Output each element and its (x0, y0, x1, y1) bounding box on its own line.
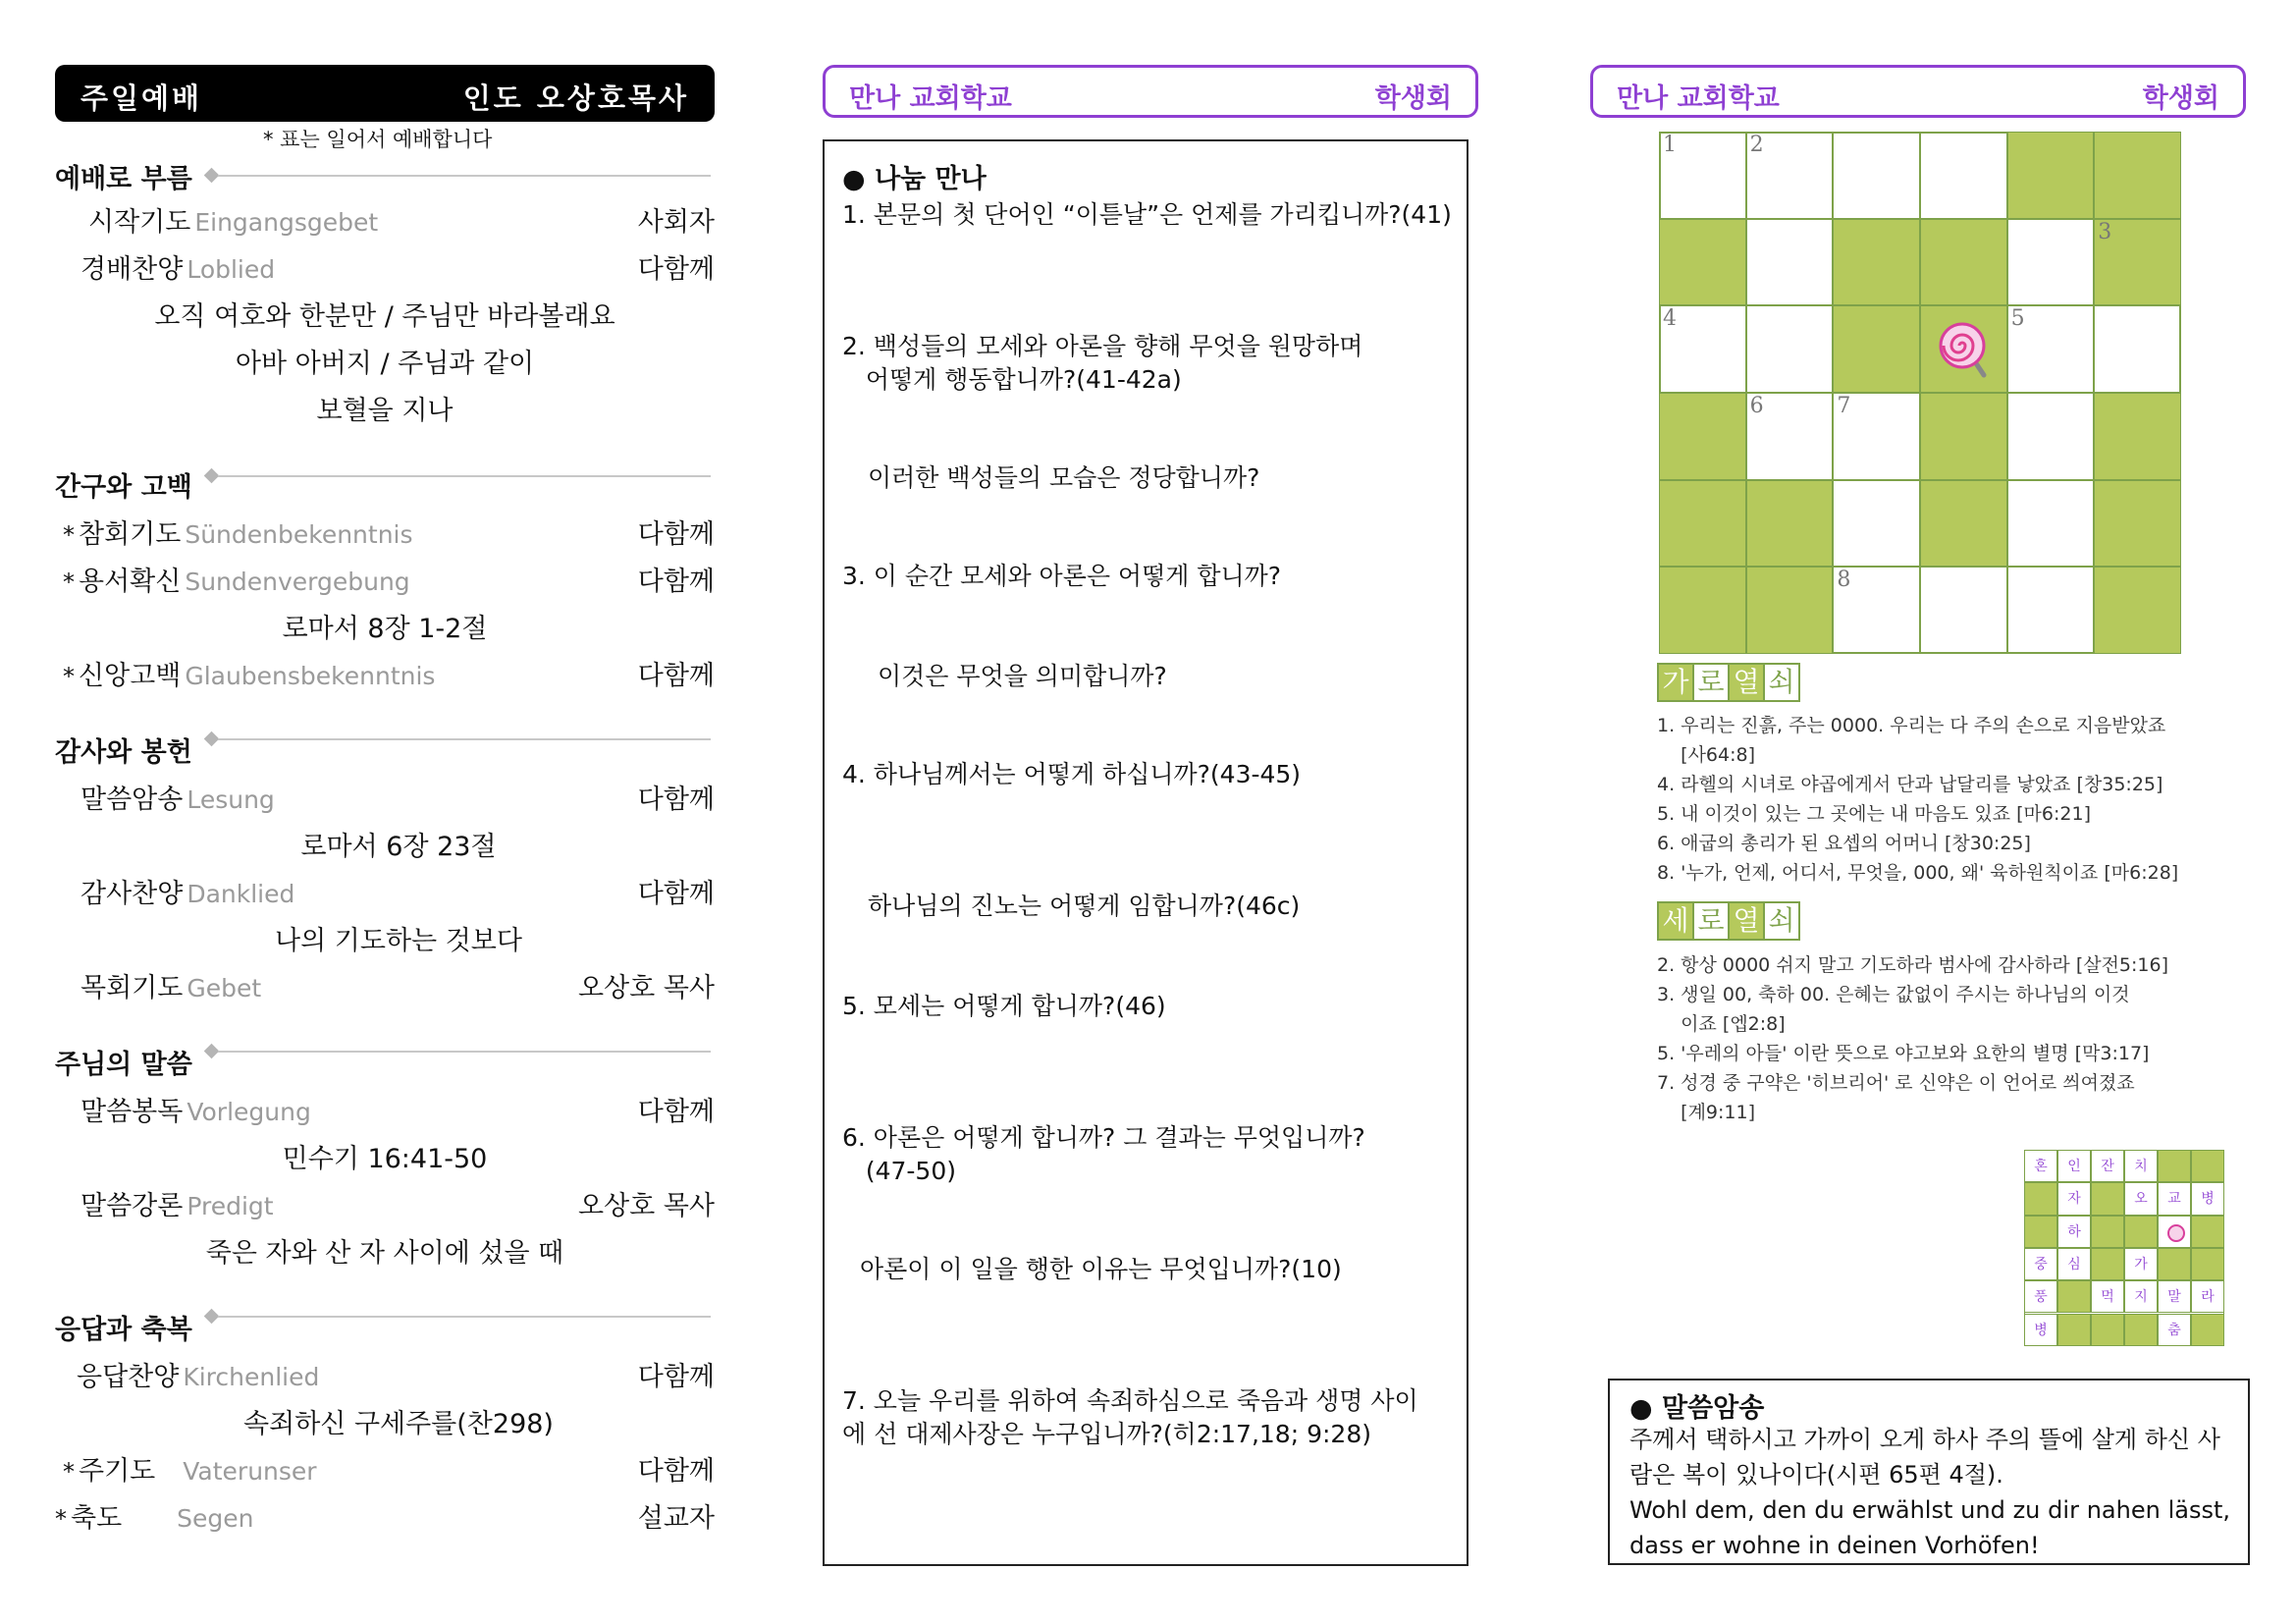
answer-cell: 라 (2191, 1280, 2224, 1313)
answer-cell (2024, 1216, 2057, 1248)
order-leader: 오상호 목사 (578, 1191, 715, 1221)
verse-title: ● 말씀암송 (1629, 1393, 1765, 1424)
worship-header (55, 65, 715, 122)
section-divider (218, 738, 711, 740)
crossword-cell (1659, 132, 1746, 219)
lollipop-icon (1935, 318, 1994, 381)
section-divider (218, 1051, 711, 1053)
order-item: * 축도 Segen (55, 1503, 254, 1534)
question: 하나님의 진노는 어떻게 임합니까?(46c) (868, 892, 1301, 920)
verse-korean: 주께서 택하시고 가까이 오게 하사 주의 뜰에 살게 하신 사람은 복이 있나이다(시편 65편 4절). (1629, 1426, 2220, 1489)
crossword-cell (2007, 567, 2095, 654)
answer-cell (2091, 1216, 2124, 1248)
school-header (823, 65, 1478, 118)
clue: 4. 라헬의 시녀로 야곱에게서 단과 납달리를 낳았죠 [창35:25] (1657, 774, 2163, 795)
answer-cell: 가 (2124, 1248, 2158, 1280)
sharing-title: ● 나눔 만나 (842, 164, 987, 194)
answer-cell: 자 (2057, 1182, 2091, 1215)
clue: 7. 성경 중 구약은 '히브리어' 로 신약은 이 언어로 씌여졌죠 (1657, 1072, 2135, 1094)
order-leader: 다함께 (637, 879, 715, 909)
answer-cell: 먹 (2091, 1280, 2124, 1313)
crossword-cell (1659, 393, 1746, 480)
question: 2. 백성들의 모세와 아론을 향해 무엇을 원망하며 (842, 332, 1363, 360)
order-item: * 참회기도 Sündenbekenntnis (63, 519, 413, 550)
answer-cell: 치 (2124, 1150, 2158, 1182)
crossword-cell (1833, 567, 1920, 654)
crossword-cell (1659, 219, 1746, 306)
answer-cell: 지 (2124, 1280, 2158, 1313)
answer-cell (2124, 1314, 2158, 1346)
question: 이러한 백성들의 모습은 정당합니까? (868, 463, 1260, 492)
question: 에 선 대제사장은 누구입니까?(히2:17,18; 9:28) (842, 1420, 1371, 1448)
song-line: 나의 기도하는 것보다 (275, 926, 522, 956)
question: 이것은 무엇을 의미합니까? (878, 662, 1167, 690)
clue-number: 5 (2010, 306, 2025, 332)
group-name: 학생회 (2142, 83, 2219, 114)
clue: 1. 우리는 진흙, 주는 0000. 우리는 다 주의 손으로 지음받았죠 (1657, 715, 2166, 736)
crossword-cell (1920, 219, 2007, 306)
order-leader: 다함께 (637, 519, 715, 550)
order-item: 목회기도 Gebet (80, 973, 262, 1003)
answer-cell: 중 (2024, 1248, 2057, 1280)
clue-number: 8 (1837, 568, 1851, 593)
answer-cell (2191, 1248, 2224, 1280)
crossword-cell (1833, 305, 1920, 393)
scripture-line: 로마서 8장 1-2절 (282, 614, 488, 644)
song-line: 보혈을 지나 (316, 396, 454, 426)
crossword-cell (1746, 305, 1834, 393)
section-divider (218, 475, 711, 477)
sermon-title: 죽은 자와 산 자 사이에 섰을 때 (205, 1238, 564, 1269)
lollipop-icon (2167, 1224, 2185, 1242)
answer-cell (2191, 1150, 2224, 1182)
crossword-cell (2007, 480, 2095, 568)
answer-cell: 혼 (2024, 1150, 2057, 1182)
crossword-cell (1659, 305, 1746, 393)
order-leader: 다함께 (637, 254, 715, 285)
answer-cell (2191, 1314, 2224, 1346)
order-leader: 다함께 (637, 661, 715, 691)
hymn-line: 속죄하신 구세주를(찬298) (243, 1409, 554, 1439)
crossword-cell (1833, 393, 1920, 480)
crossword-cell (1833, 480, 1920, 568)
section-title: 응답과 축복 (55, 1315, 192, 1345)
school-name: 만나 교회학교 (849, 83, 1012, 114)
answer-cell: 하 (2057, 1216, 2091, 1248)
crossword-cell (1920, 393, 2007, 480)
clue: 이죠 [엡2:8] (1657, 1013, 1786, 1035)
question: 아론이 이 일을 행한 이유는 무엇입니까?(10) (860, 1255, 1342, 1283)
question: 6. 아론은 어떻게 합니까? 그 결과는 무엇입니까? (842, 1123, 1365, 1152)
order-leader: 다함께 (637, 1456, 715, 1487)
crossword-grid (1659, 132, 2181, 654)
crossword-cell (1746, 567, 1834, 654)
order-item: 감사찬양 Danklied (80, 879, 295, 909)
question: 어떻게 행동합니까?(41-42a) (842, 365, 1182, 394)
order-item: * 용서확신 Sundenvergebung (63, 567, 410, 597)
section-diamond-icon (204, 731, 220, 747)
answer-cell (2057, 1280, 2091, 1313)
answer-cell (2191, 1216, 2224, 1248)
answer-cell: 오 (2124, 1182, 2158, 1215)
clue: 5. '우레의 아들' 이란 뜻으로 야고보와 요한의 별명 [막3:17] (1657, 1043, 2150, 1064)
order-item: * 신앙고백 Glaubensbekenntnis (63, 661, 436, 691)
question: (47-50) (842, 1157, 956, 1185)
answer-cell: 교 (2158, 1182, 2191, 1215)
section-title: 감사와 봉헌 (55, 737, 192, 768)
answer-cell: 병 (2024, 1314, 2057, 1346)
question: 4. 하나님께서는 어떻게 하십니까?(43-45) (842, 760, 1302, 788)
crossword-cell (1920, 480, 2007, 568)
crossword-cell (2094, 567, 2181, 654)
song-line: 오직 여호와 한분만 / 주님만 바라볼래요 (154, 301, 615, 332)
answer-cell (2158, 1150, 2191, 1182)
clue-number: 3 (2098, 219, 2112, 244)
crossword-cell (2094, 480, 2181, 568)
crossword-cell (1833, 132, 1920, 219)
clue-number: 4 (1663, 306, 1677, 332)
answer-cell (2091, 1248, 2124, 1280)
answer-cell: 풍 (2024, 1280, 2057, 1313)
order-leader: 설교자 (637, 1503, 715, 1534)
crossword-cell (2007, 219, 2095, 306)
worship-leader: 인도 오상호목사 (462, 81, 689, 115)
answer-key-grid (2024, 1150, 2224, 1346)
memory-verse-box (1608, 1379, 2250, 1565)
crossword-cell (1746, 132, 1834, 219)
clue: 2. 항상 0000 쉬지 말고 기도하라 범사에 감사하라 [살전5:16] (1657, 954, 2169, 976)
crossword-cell (1920, 132, 2007, 219)
crossword-cell (1920, 567, 2007, 654)
crossword-cell (1920, 305, 2007, 393)
school-header (1590, 65, 2246, 118)
crossword-cell (1746, 219, 1834, 306)
group-name: 학생회 (1374, 83, 1452, 114)
clue: 8. '누가, 언제, 어디서, 무엇을, 000, 왜' 육하원칙이죠 [마6:28] (1657, 862, 2179, 884)
order-item: 말씀봉독 Vorlegung (80, 1097, 311, 1127)
order-leader: 오상호 목사 (578, 973, 715, 1003)
section-title: 예배로 부름 (55, 164, 192, 194)
crossword-cell (1746, 480, 1834, 568)
section-diamond-icon (204, 1309, 220, 1325)
school-name: 만나 교회학교 (1617, 83, 1780, 114)
order-item: 경배찬양 Loblied (80, 254, 276, 285)
crossword-cell (2094, 219, 2181, 306)
scripture-line: 로마서 6장 23절 (300, 832, 497, 862)
section-title: 간구와 고백 (55, 472, 192, 503)
answer-cell (2057, 1314, 2091, 1346)
clue-number: 2 (1749, 133, 1764, 157)
order-item: 응답찬양 Kirchenlied (77, 1362, 320, 1392)
question: 1. 본문의 첫 단어인 “이튿날”은 언제를 가리킵니까?(41) (842, 200, 1452, 229)
order-item: 말씀암송 Lesung (80, 785, 275, 815)
clue: 6. 애굽의 총리가 된 요셉의 어머니 [창30:25] (1657, 833, 2031, 854)
section-divider (218, 175, 711, 177)
crossword-cell (1746, 393, 1834, 480)
order-item: 말씀강론 Predigt (80, 1191, 274, 1221)
clue: [계9:11] (1657, 1102, 1756, 1123)
crossword-cell (2094, 132, 2181, 219)
crossword-cell (2007, 305, 2095, 393)
order-leader: 다함께 (637, 1097, 715, 1127)
answer-cell: 심 (2057, 1248, 2091, 1280)
clue: 5. 내 이것이 있는 그 곳에는 내 마음도 있죠 [마6:21] (1657, 803, 2091, 825)
answer-cell (2158, 1248, 2191, 1280)
answer-cell: 인 (2057, 1150, 2091, 1182)
clue-number: 7 (1837, 393, 1851, 418)
crossword-cell (2094, 393, 2181, 480)
question: 7. 오늘 우리를 위하여 속죄하심으로 죽음과 생명 사이 (842, 1386, 1418, 1415)
clue: [사64:8] (1657, 744, 1756, 766)
answer-cell (2091, 1182, 2124, 1215)
crossword-cell (1833, 219, 1920, 306)
answer-cell (2158, 1216, 2191, 1248)
answer-cell (2091, 1314, 2124, 1346)
clue-number: 6 (1749, 393, 1764, 418)
scripture-line: 민수기 16:41-50 (282, 1144, 488, 1174)
crossword-cell (1659, 480, 1746, 568)
answer-cell (2024, 1182, 2057, 1215)
answer-cell: 춤 (2158, 1314, 2191, 1346)
crossword-cell (1659, 567, 1746, 654)
crossword-cell (2007, 132, 2095, 219)
answer-cell: 말 (2158, 1280, 2191, 1313)
section-title: 주님의 말씀 (55, 1050, 192, 1080)
verse-german: Wohl dem, den du erwählst und zu dir nahen lässt, dass er wohne in deinen Vorhöfen! (1629, 1496, 2230, 1559)
answer-cell (2124, 1216, 2158, 1248)
order-item: 시작기도 Eingangsgebet (88, 207, 379, 238)
worship-title: 주일예배 (80, 81, 203, 115)
order-leader: 사회자 (637, 207, 715, 238)
section-divider (218, 1316, 711, 1318)
crossword-cell (2094, 305, 2181, 393)
order-leader: 다함께 (637, 567, 715, 597)
question: 3. 이 순간 모세와 아론은 어떻게 합니까? (842, 562, 1282, 590)
section-diamond-icon (204, 1044, 220, 1059)
question: 5. 모세는 어떻게 합니까?(46) (842, 992, 1166, 1020)
order-leader: 다함께 (637, 785, 715, 815)
down-clues-title: 세 로 열 쇠 (1657, 901, 1798, 941)
crossword-cell (2007, 393, 2095, 480)
clue-number: 1 (1663, 133, 1677, 157)
section-diamond-icon (204, 168, 220, 184)
across-clues-title: 가 로 열 쇠 (1657, 663, 1798, 702)
song-line: 아바 아버지 / 주님과 같이 (235, 349, 535, 379)
section-diamond-icon (204, 468, 220, 484)
clue: 3. 생일 00, 축하 00. 은혜는 값없이 주시는 하나님의 이것 (1657, 984, 2130, 1005)
answer-cell: 병 (2191, 1182, 2224, 1215)
answer-cell: 잔 (2091, 1150, 2124, 1182)
standing-note: * 표는 일어서 예배합니다 (263, 128, 493, 151)
order-item: * 주기도 Vaterunser (63, 1456, 317, 1487)
order-leader: 다함께 (637, 1362, 715, 1392)
